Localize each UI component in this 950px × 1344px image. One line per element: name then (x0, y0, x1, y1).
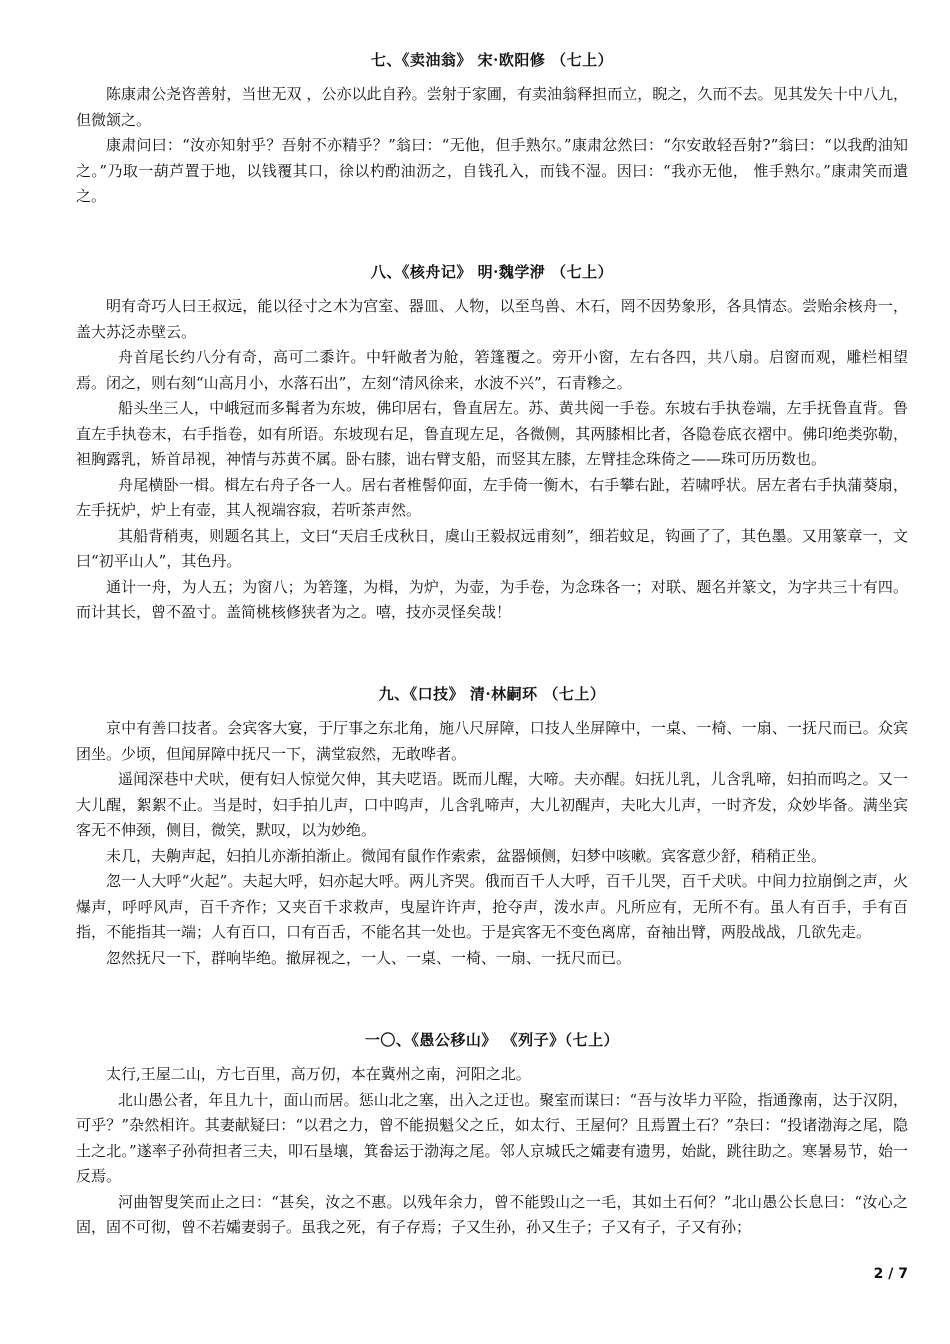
section-title: 七、《卖油翁》 宋·欧阳修 （七上） (370, 51, 614, 69)
paragraph: 忽然抚尺一下，群响毕绝。撤屏视之，一人、一桌、一椅、一扇、一抚尺而已。 (106, 948, 632, 967)
paragraph: 舟首尾长约八分有奇，高可二黍许。中轩敞者为舱，箬篷覆之。旁开小窗，左右各四，共八扇。启窗而观，雕栏相望焉。闭之，则右刻“山高月小，水落石出”，左刻“清风徐来，水波不兴”，石青糁之。 (76, 348, 908, 392)
section-title: 九、《口技》 清·林嗣环 （七上） (378, 685, 606, 703)
page-number: 2 / 7 (873, 1266, 908, 1282)
section-yugongyishan (76, 1030, 908, 1241)
section-title: 一〇、《愚公移山》 《列子》（七上） (364, 1031, 620, 1049)
section-kouji (76, 684, 908, 971)
paragraph: 太行,王屋二山，方七百里，高万仞，本在冀州之南，河阳之北。 (106, 1065, 531, 1083)
section-maiyouweng (76, 50, 908, 210)
paragraph: 其船背稍夷，则题名其上，文曰“天启壬戌秋日，虞山王毅叔远甫刻”，细若蚊足，钩画了了，其色墨。又用篆章一，文曰“初平山人”，其色丹。 (76, 526, 908, 570)
paragraph: 北山愚公者，年且九十，面山而居。惩山北之塞，出入之迂也。聚室而谋曰：“吾与汝毕力平险，指通豫南，达于汉阴，可乎？”杂然相许。其妻献疑曰：“以君之力，曾不能损魁父之丘，如太行、王屋何？且焉置土石？”杂曰：“投诸渤海之尾，隐土之北。”遂率子孙荷担者三夫，叩石垦壤，箕畚运于渤海之尾。邻人京城氏之孀妻有遗男，始龀，跳往助之。寒暑易节，始一反焉。 (76, 1090, 908, 1185)
paragraph: 忽一人大呼“火起”。夫起大呼，妇亦起大呼。两儿齐哭。俄而百千人大呼，百千儿哭，百千犬吠。中间力拉崩倒之声，火爆声，呼呼风声，百千齐作；又夹百千求救声，曳屋许许声，抢夺声，泼水声。凡所应有，无所不有。虽人有百手，手有百指，不能指其一端；人有百口，口有百舌，不能名其一处也。于是宾客无不变色离席，奋袖出臂，两股战战，几欲先走。 (76, 872, 908, 941)
paragraph: 遥闻深巷中犬吠，便有妇人惊觉欠伸，其夫呓语。既而儿醒，大啼。夫亦醒。妇抚儿乳，儿含乳啼，妇拍而呜之。又一大儿醒，絮絮不止。当是时，妇手拍儿声，口中呜声，儿含乳啼声，大儿初醒声，夫叱大儿声，一时齐发，众妙毕备。满坐宾客无不伸颈，侧目，微笑，默叹，以为妙绝。 (76, 770, 908, 839)
paragraph: 明有奇巧人曰王叔远，能以径寸之木为宫室、器皿、人物，以至鸟兽、木石，罔不因势象形，各具情态。尝贻余核舟一，盖大苏泛赤壁云。 (76, 297, 908, 341)
paragraph: 京中有善口技者。会宾客大宴，于厅事之东北角，施八尺屏障，口技人坐屏障中，一桌、一椅、一扇、一抚尺而已。众宾团坐。少顷，但闻屏障中抚尺一下，满堂寂然，无敢哗者。 (76, 719, 908, 763)
paragraph: 船头坐三人，中峨冠而多髯者为东坡，佛印居右，鲁直居左。苏、黄共阅一手卷。东坡右手执卷端，左手抚鲁直背。鲁直左手执卷末，右手指卷，如有所语。东坡现右足，鲁直现左足，各微侧，其两膝相比者，各隐卷底衣褶中。佛印绝类弥勒，袒胸露乳，矫首昂视，神情与苏黄不属。卧右膝，诎右臂支船，而竖其左膝，左臂挂念珠倚之——珠可历历数也。 (76, 399, 908, 468)
paragraph: 康肃问曰：“汝亦知射乎？吾射不亦精乎？”翁曰：“无他，但手熟尔。”康肃忿然曰：“尔安敢轻吾射?”翁曰：“以我酌油知之。”乃取一葫芦置于地，以钱覆其口，徐以杓酌油沥之，自钱孔入，而钱不湿。因曰：“我亦无他， 惟手熟尔。”康肃笑而遣之。 (76, 136, 908, 205)
section-hezhouji (76, 262, 908, 626)
paragraph: 未几，夫齁声起，妇拍儿亦渐拍渐止。微闻有鼠作作索索，盆器倾侧，妇梦中咳嗽。宾客意少舒，稍稍正坐。 (106, 846, 827, 865)
section-title: 八、《核舟记》 明·魏学洢 （七上） (370, 263, 614, 281)
paragraph: 陈康肃公尧咨善射，当世无双 ，公亦以此自矜。尝射于家圃，有卖油翁释担而立，睨之，久而不去。见其发矢十中八九，但微颔之。 (76, 85, 908, 129)
paragraph: 舟尾横卧一楫。楫左右舟子各一人。居右者椎髻仰面，左手倚一衡木，右手攀右趾，若啸呼状。居左者右手执蒲葵扇，左手抚炉，炉上有壶，其人视端容寂，若听茶声然。 (76, 475, 908, 519)
paragraph: 通计一舟，为人五；为窗八；为箬篷，为楫，为炉，为壶，为手卷，为念珠各一；对联、题名并篆文，为字共三十有四。而计其长，曾不盈寸。盖简桃核修狭者为之。嘻，技亦灵怪矣哉！ (76, 577, 908, 621)
paragraph: 河曲智叟笑而止之曰：“甚矣，汝之不惠。以残年余力，曾不能毁山之一毛，其如土石何？”北山愚公长息曰：“汝心之固，固不可彻，曾不若孀妻弱子。虽我之死，有子存焉；子又生孙，孙又生子；子又有子，子又有孙； (76, 1192, 908, 1236)
